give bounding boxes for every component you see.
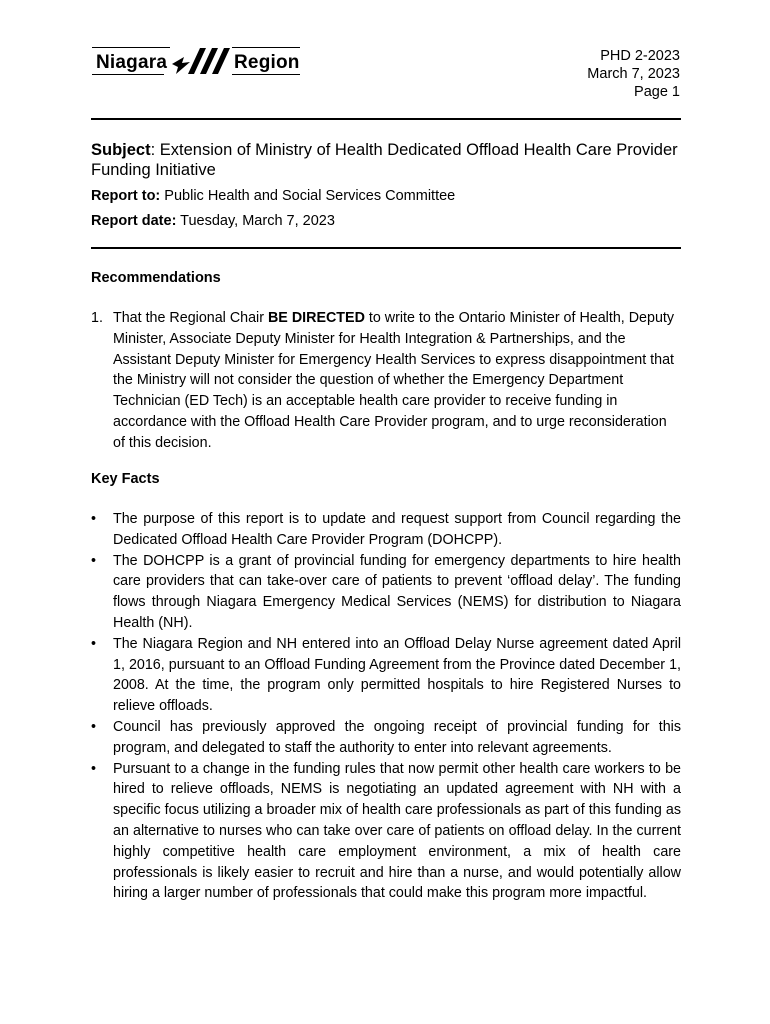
key-fact-text: The DOHCPP is a grant of provincial funding for emergency departments to hire health care providers that can take-over care of patients to prevent ‘offload delay’. The funding flows through Niagara Emergency Medical Services (NEMS) for distribution to Niagara Health (NH).	[113, 552, 681, 631]
recommendation-text-end: to write to the Ontario Minister of Health, Deputy Minister, Associate Deputy Minister for Health Integration & Partnerships, and the Assistant Deputy Minister for Emergency Health Services to express disappointment that the Ministry will not consider the question of whether the Emergency Department Technician (ED Tech) is an acceptable health care provider to receive funding in accordance with the Offload Health Care Provider program, and to urge reconsideration of this decision.	[113, 310, 675, 451]
logo-top-rule-left	[92, 47, 170, 48]
subject-text: : Extension of Ministry of Health Dedicated Offload Health Care Provider Funding Initiative	[91, 141, 678, 179]
header-divider	[91, 118, 681, 120]
key-fact-item	[91, 551, 681, 634]
bullet-icon: •	[91, 552, 97, 569]
key-fact-item	[91, 509, 681, 551]
report-to-label: Report to:	[91, 188, 161, 204]
report-meta-date: March 7, 2023	[587, 66, 680, 82]
logo-bottom-rule-right	[232, 74, 300, 75]
page-number: Page 1	[634, 84, 680, 100]
bullet-icon: •	[91, 718, 97, 735]
recommendations-heading: Recommendations	[91, 270, 221, 286]
bullet-icon: •	[91, 635, 97, 652]
logo-word-right: Region	[234, 52, 300, 73]
report-to-value: Public Health and Social Services Committee	[160, 188, 456, 204]
niagara-region-logo	[92, 44, 302, 78]
logo-top-rule-right	[232, 47, 300, 48]
key-fact-item	[91, 717, 681, 759]
logo-word-left: Niagara	[96, 52, 168, 73]
key-facts-heading: Key Facts	[91, 471, 160, 487]
key-fact-text: Council has previously approved the ongoing receipt of provincial funding for this program, and delegated to staff the authority to enter into relevant agreements.	[113, 718, 681, 756]
key-fact-text: The purpose of this report is to update and request support from Council regarding the Dedicated Offload Health Care Provider Program (DOHCPP).	[113, 511, 681, 548]
bullet-icon: •	[91, 511, 97, 527]
key-fact-text: Pursuant to a change in the funding rules that now permit other health care workers to be hired to relieve offloads, NEMS is negotiating an updated agreement with NH with a specific focus utilizing a broader mix of health care professionals as part of this funding as an alternative to nurses who can take over care of patients on offload delay. In the current highly competitive health care employment environment, a mix of health care professionals is likely easier to recruit and hire than a nurse, and would potentially allow hiring a larger number of professionals that could make this program more impactful.	[113, 760, 681, 902]
key-fact-item	[91, 634, 681, 717]
subject	[91, 140, 691, 180]
subject-divider	[91, 247, 681, 249]
bullet-icon: •	[91, 760, 97, 777]
logo-stripes-icon	[170, 44, 232, 78]
report-date-value: Tuesday, March 7, 2023	[176, 213, 335, 229]
report-date-label: Report date:	[91, 213, 177, 229]
recommendation-emphasis: BE DIRECTED	[267, 310, 365, 326]
key-fact-text: The Niagara Region and NH entered into an Offload Delay Nurse agreement dated April 1, 2016, pursuant to an Offload Funding Agreement from the Province dated December 1, 2008. At the time, the program only permitted hospitals to hire Registered Nurses to relieve offloads.	[113, 635, 681, 715]
report-date	[91, 212, 335, 230]
recommendation-text-start: That the Regional Chair	[113, 310, 268, 326]
logo-bottom-rule-left	[92, 74, 164, 75]
recommendation-number: 1.	[91, 310, 103, 326]
recommendation-text	[113, 308, 681, 454]
report-meta	[587, 47, 680, 101]
report-number: PHD 2-2023	[600, 48, 680, 64]
key-facts-list	[91, 509, 681, 904]
report-to	[91, 187, 455, 205]
recommendation-item	[91, 308, 681, 454]
subject-label: Subject	[91, 141, 151, 159]
key-fact-item	[91, 759, 681, 905]
